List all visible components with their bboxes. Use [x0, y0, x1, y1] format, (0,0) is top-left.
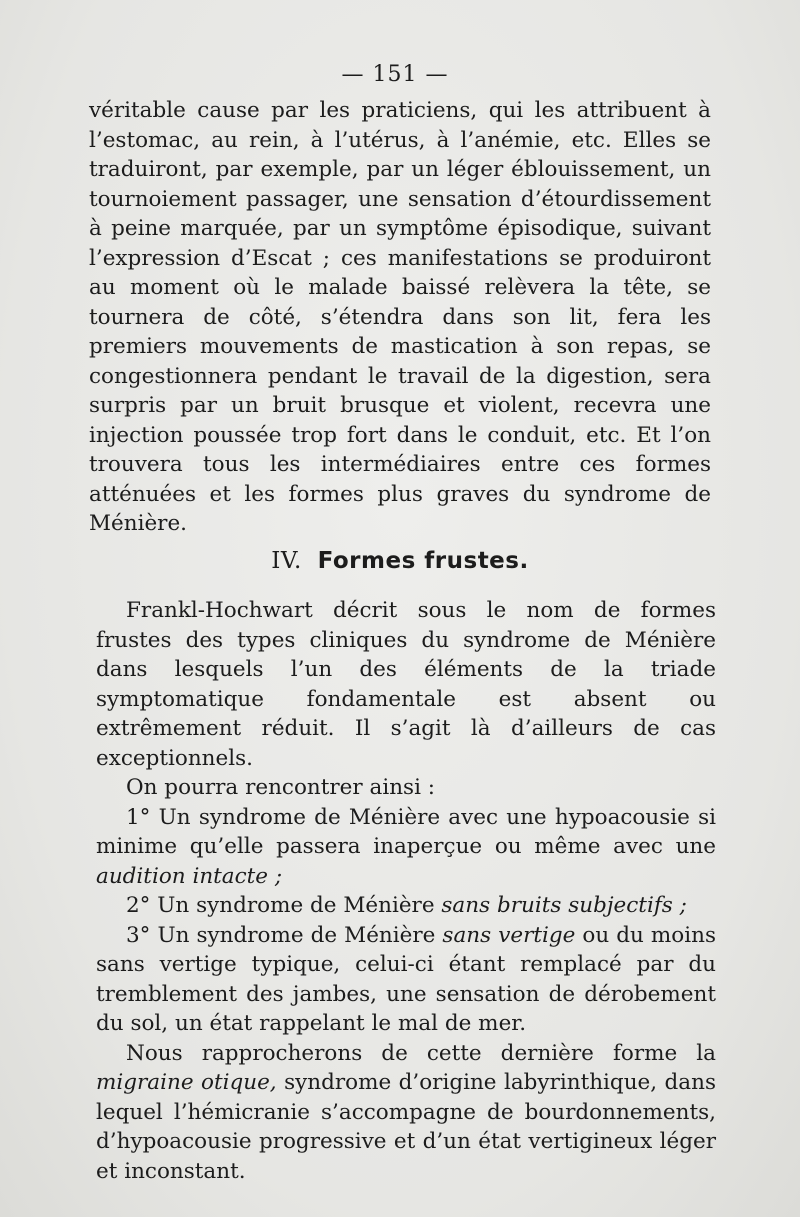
list-item-text: Un syndrome de Ménière: [157, 922, 436, 948]
list-item-text: Un syndrome de Ménière avec une hypoacousie si minime qu’elle passera inaperçue ou même avec une: [96, 804, 716, 859]
paragraph-intro-list: On pourra rencontrer ainsi :: [126, 775, 436, 800]
list-item-italic: sans bruits subjectifs ;: [441, 893, 687, 918]
list-item-3: [96, 921, 716, 1039]
paragraph-migraine: [96, 1039, 716, 1187]
paragraph-italic: migraine otique,: [96, 1070, 277, 1095]
section-number: IV.: [271, 548, 302, 574]
paragraph-frankl: Frankl-Hochwart décrit sous le nom de formes frustes des types cliniques du syndrome de Ménière dans lesquels l’un des éléments de la triade symptomatique fondamentale est absent ou extrêmement réduit. Il s’agit là d’ailleurs de cas exceptionnels.: [96, 598, 716, 771]
paragraph-text: véritable cause par les praticiens, qui les attribuent à l’estomac, au rein, à l’utérus, à l’anémie, etc. Elles se traduiront, par exemple, par un léger éblouissement, un tournoiement passager, une sensation d’étourdissement à peine marquée, par un symptôme épisodique, suivant l’expression d’Escat ; ces manifestations se produiront au moment où le malade baissé relèvera la tête, se tournera de côté, s’étendra dans son lit, fera les premiers mouvements de mastication à son repas, se congestionnera pendant le travail de la digestion, sera surpris par un bruit brusque et violent, recevra une injection poussée trop fort dans le conduit, etc. Et l’on trouvera tous les intermédiaires entre ces formes atténuées et les formes plus graves du syndrome de Ménière.: [89, 98, 711, 536]
paragraph-text: Nous rapprocherons de cette dernière forme la: [126, 1040, 716, 1066]
list-item-number: 2°: [126, 893, 151, 918]
list-item-text-after: ou du moins sans vertige typique, celui-ci étant remplacé par du tremblement des jambes, une sensation de dérobement du sol, un état rappelant le mal de mer.: [96, 922, 716, 1036]
list-item-number: 1°: [126, 804, 151, 830]
list-item-2: [96, 891, 716, 921]
page-number: — 151 —: [341, 62, 449, 87]
list-item-number: 3°: [126, 922, 151, 948]
list-item-text: Un syndrome de Ménière: [157, 893, 435, 918]
continued-paragraph: [89, 96, 711, 539]
list-item-italic: audition intacte ;: [96, 863, 283, 889]
paragraph-text-after: syndrome d’origine labyrinthique, dans lequel l’hémicranie s’accompagne de bourdonnements, d’hypoacousie progressive et d’un état vertigineux léger et inconstant.: [96, 1070, 716, 1184]
list-item-italic: sans vertige: [442, 922, 576, 948]
section-title: Formes frustes.: [317, 548, 529, 574]
section-body: [96, 596, 716, 1186]
list-item-1: [96, 803, 716, 892]
section-heading: [0, 548, 800, 574]
